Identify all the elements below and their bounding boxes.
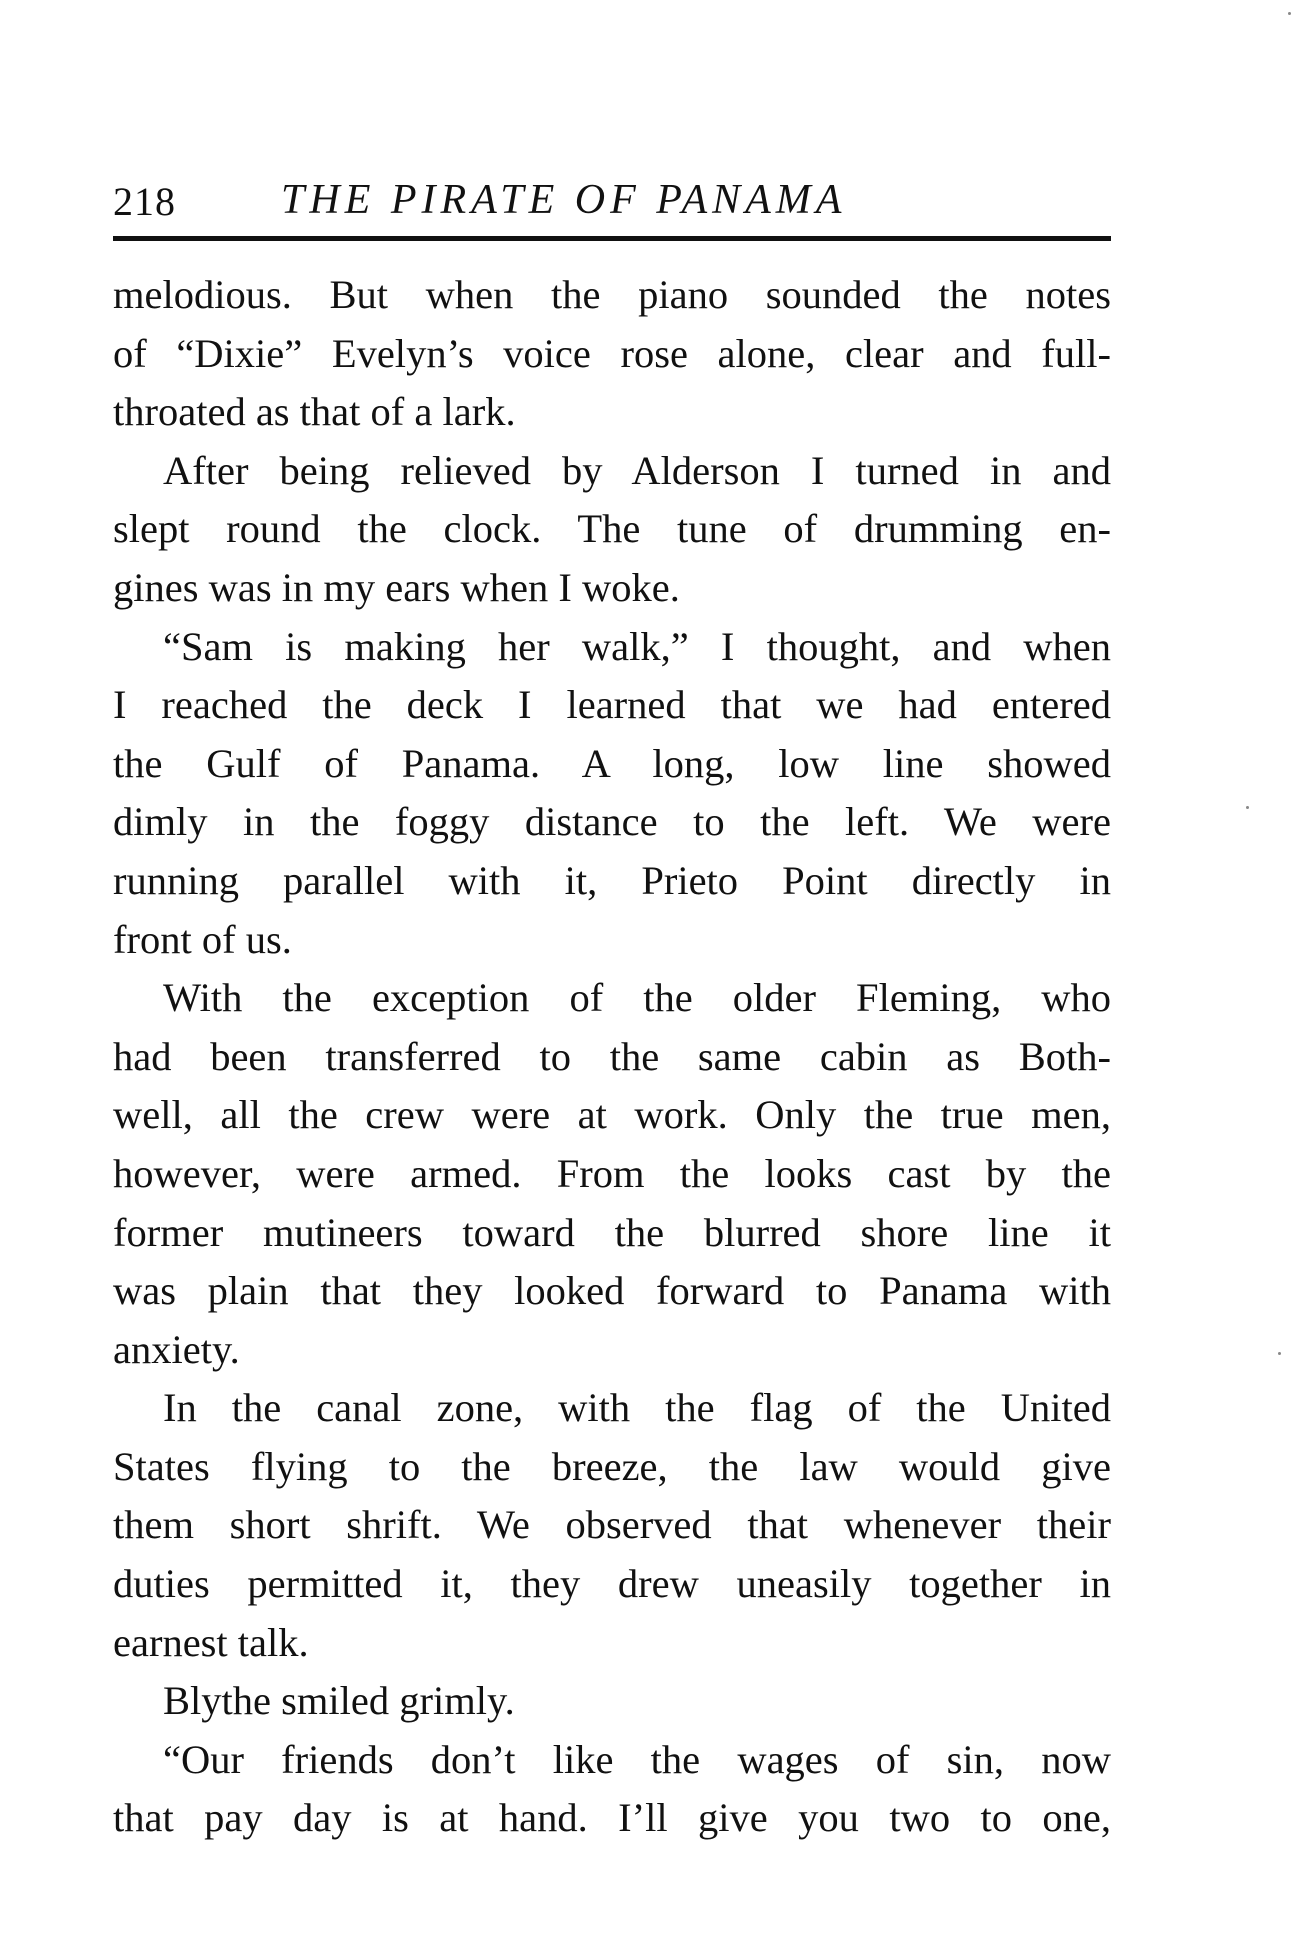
- text-line: throated as that of a lark.: [113, 389, 516, 435]
- text-line: anxiety.: [113, 1326, 240, 1372]
- text-line: earnest talk.: [113, 1619, 309, 1665]
- text-line: With the exception of the older Fleming, who: [163, 975, 1111, 1021]
- body-text: [113, 266, 1111, 1848]
- text-line: that pay day is at hand. I’ll give you two to one,: [113, 1795, 1111, 1841]
- text-line: however, were armed. From the looks cast by the: [113, 1150, 1111, 1196]
- text-line: them short shrift. We observed that whenever their: [113, 1502, 1111, 1548]
- text-line: Blythe smiled grimly.: [163, 1678, 515, 1724]
- paper-speck: [1246, 806, 1249, 809]
- paper-speck: [1288, 12, 1291, 15]
- text-line: was plain that they looked forward to Panama with: [113, 1268, 1111, 1314]
- text-line: After being relieved by Alderson I turned in and: [163, 447, 1111, 493]
- running-head: [113, 170, 1113, 240]
- text-line: duties permitted it, they drew uneasily together in: [113, 1561, 1111, 1607]
- running-title: THE PIRATE OF PANAMA: [281, 177, 847, 223]
- paper-speck: [1278, 1352, 1281, 1355]
- header-rule: [113, 236, 1111, 241]
- page-number: 218: [113, 179, 176, 224]
- text-line: well, all the crew were at work. Only the true men,: [113, 1092, 1111, 1138]
- text-line: I reached the deck I learned that we had entered: [113, 682, 1111, 728]
- text-line: dimly in the foggy distance to the left. We were: [113, 799, 1111, 845]
- text-line: front of us.: [113, 916, 292, 962]
- text-line: of “Dixie” Evelyn’s voice rose alone, clear and full-: [113, 330, 1111, 376]
- text-line: had been transferred to the same cabin as Both-: [113, 1033, 1111, 1079]
- text-line: melodious. But when the piano sounded the notes: [113, 272, 1111, 317]
- text-line: States flying to the breeze, the law would give: [113, 1443, 1111, 1489]
- text-line: running parallel with it, Prieto Point directly in: [113, 857, 1111, 903]
- text-line: former mutineers toward the blurred shore line it: [113, 1209, 1111, 1255]
- text-line: the Gulf of Panama. A long, low line showed: [113, 740, 1111, 786]
- text-line: gines was in my ears when I woke.: [113, 564, 680, 610]
- text-line: slept round the clock. The tune of drumming en-: [113, 506, 1111, 552]
- text-line: “Sam is making her walk,” I thought, and when: [163, 623, 1111, 669]
- text-line: “Our friends don’t like the wages of sin, now: [163, 1736, 1111, 1782]
- text-line: In the canal zone, with the flag of the United: [163, 1385, 1111, 1431]
